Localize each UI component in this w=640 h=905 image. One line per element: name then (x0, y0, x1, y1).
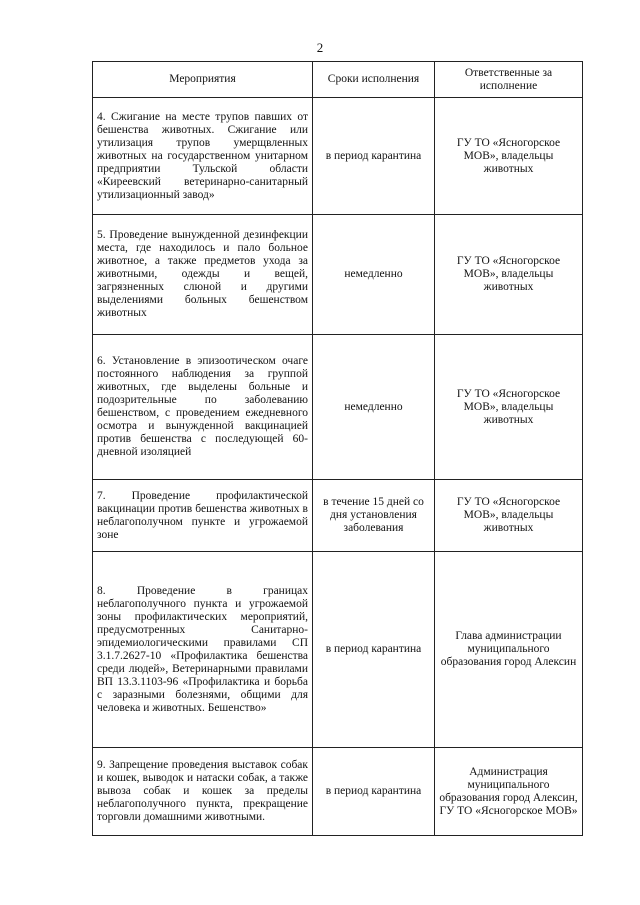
activity-cell: 8. Проведение в границах неблагополучного пункта и угрожаемой зоны профилактических мероприятий, предусмотренных Санитарно-эпидемиологическими правилами СП 3.1.7.2627-10 «Профилактика бешенства среди людей», Ветеринарными правилами ВП 13.3.1103-96 «Профилактика и борьба с заразными болезнями, общими для человека и животных. Бешенство» (93, 552, 313, 748)
table-row (93, 552, 583, 748)
responsible-cell: ГУ ТО «Ясногорское МОВ», владельцы животных (435, 98, 583, 215)
measures-table (92, 61, 583, 836)
activity-cell: 5. Проведение вынужденной дезинфекции места, где находилось и пало больное животное, а также предметов ухода за животными, одежды и вещей, загрязненных слюной и другими выделениями больных бешенством животных (93, 215, 313, 335)
responsible-cell: Глава администрации муниципального образования город Алексин (435, 552, 583, 748)
table-row (93, 335, 583, 480)
deadline-cell: немедленно (313, 335, 435, 480)
table-header-row (93, 62, 583, 98)
deadline-cell: в период карантина (313, 748, 435, 836)
activity-cell: 9. Запрещение проведения выставок собак и кошек, выводок и натаски собак, а также вывоза собак и кошек за пределы неблагополучного пункта, прекращение торговли домашними животными. (93, 748, 313, 836)
responsible-cell: ГУ ТО «Ясногорское МОВ», владельцы животных (435, 480, 583, 552)
header-deadlines: Сроки исполнения (313, 62, 435, 98)
responsible-cell: ГУ ТО «Ясногорское МОВ», владельцы животных (435, 215, 583, 335)
activity-cell: 7. Проведение профилактической вакцинации против бешенства животных в неблагополучном пункте и угрожаемой зоне (93, 480, 313, 552)
responsible-cell: Администрация муниципального образования город Алексин, ГУ ТО «Ясногорское МОВ» (435, 748, 583, 836)
deadline-cell: немедленно (313, 215, 435, 335)
table-row (93, 98, 583, 215)
deadline-cell: в течение 15 дней со дня установления заболевания (313, 480, 435, 552)
deadline-cell: в период карантина (313, 552, 435, 748)
header-responsible: Ответственные за исполнение (435, 62, 583, 98)
activity-cell: 6. Установление в эпизоотическом очаге постоянного наблюдения за группой животных, где выделены больные и подозрительные по заболеванию бешенством, с проведением ежедневного осмотра и вынужденной вакцинацией против бешенства с последующей 60-дневной изоляцией (93, 335, 313, 480)
table-row (93, 480, 583, 552)
page-number: 2 (316, 40, 324, 55)
table-row (93, 215, 583, 335)
activity-cell: 4. Сжигание на месте трупов павших от бешенства животных. Сжигание или утилизация трупов умерщвленных животных на государственном унитарном предприятии Тульской области «Киреевский ветеринарно-санитарный утилизационный завод» (93, 98, 313, 215)
responsible-cell: ГУ ТО «Ясногорское МОВ», владельцы животных (435, 335, 583, 480)
table-row (93, 748, 583, 836)
header-activities: Мероприятия (93, 62, 313, 98)
deadline-cell: в период карантина (313, 98, 435, 215)
